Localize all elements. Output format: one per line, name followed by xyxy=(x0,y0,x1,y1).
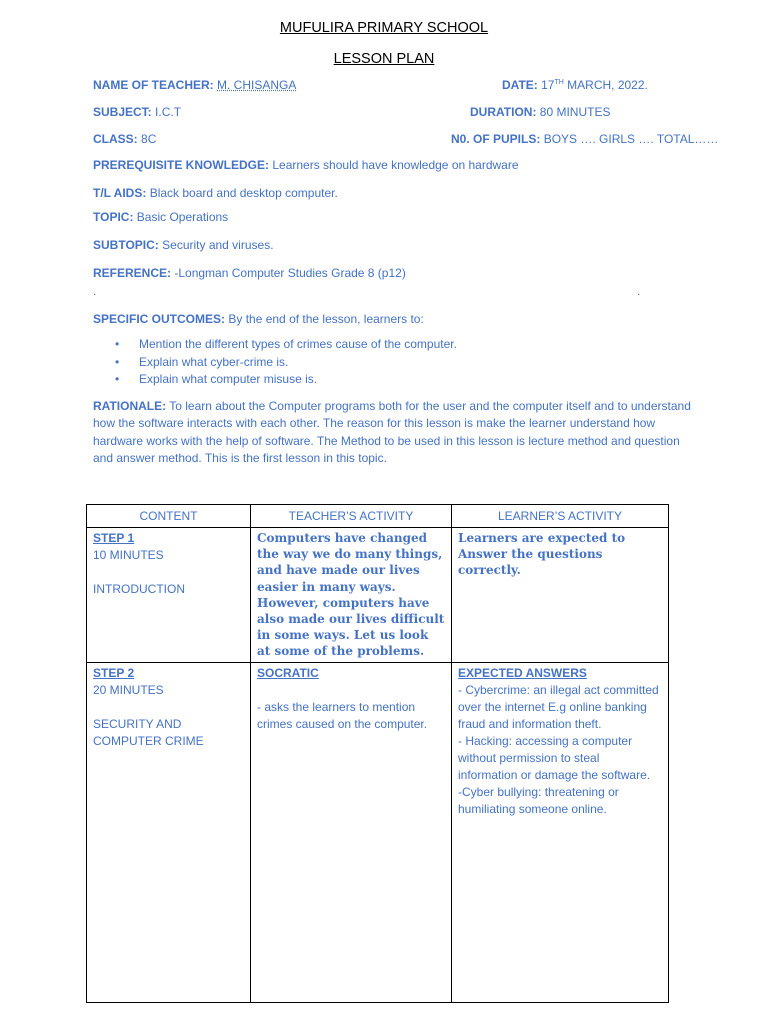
date-rest: MARCH, 2022. xyxy=(563,78,648,92)
class-value: 8C xyxy=(141,132,157,146)
subject-value: I.C.T xyxy=(155,105,182,119)
list-item: • Explain what computer misuse is. xyxy=(93,371,457,389)
answer-cybercrime: - Cybercrime: an illegal act committed over the internet E.g online banking fraud and information theft. xyxy=(458,682,659,731)
step1-teacher-text: Computers have changed the way we do many things, and have made our lives easier in many ways. However, computers have also made our lives difficult in some ways. Let us look at some of the problems. xyxy=(257,531,445,659)
step2-teacher-title: SOCRATIC xyxy=(257,665,319,680)
teacher-name: M. CHISANGA xyxy=(217,78,297,92)
aids-value: Black board and desktop computer. xyxy=(149,186,338,200)
pupils-label: N0. OF PUPILS: xyxy=(451,132,541,146)
pupils-value: BOYS …. GIRLS …. TOTAL…… xyxy=(543,132,719,146)
teacher-label: NAME OF TEACHER: xyxy=(93,78,214,92)
step1-minutes: 10 MINUTES xyxy=(93,548,164,562)
step2-teacher-text: - asks the learners to mention crimes caused on the computer. xyxy=(257,699,428,731)
step1-teacher-cell xyxy=(251,528,452,663)
outcomes-label: SPECIFIC OUTCOMES: xyxy=(93,312,226,326)
subtopic-row xyxy=(93,238,274,252)
teacher-row xyxy=(93,78,296,92)
dot-right: . xyxy=(637,284,641,298)
lesson-table xyxy=(86,504,669,1003)
reference-row xyxy=(93,266,406,280)
step1-label: STEP 1 xyxy=(93,531,135,545)
step1-learner-cell xyxy=(452,528,669,663)
aids-row xyxy=(93,186,338,200)
duration-label: DURATION: xyxy=(470,105,537,119)
school-name: MUFULIRA PRIMARY SCHOOL xyxy=(279,20,489,36)
step2-heading-line1: SECURITY AND xyxy=(93,716,182,731)
class-row xyxy=(93,132,156,146)
answer-cyber-bullying: -Cyber bullying: threatening or humiliating someone online. xyxy=(458,784,619,816)
duration-value: 80 MINUTES xyxy=(539,105,611,119)
list-item: • Mention the different types of crimes cause of the computer. xyxy=(93,336,457,354)
topic-row xyxy=(93,210,228,224)
table-header-row xyxy=(87,505,669,528)
date-day: 17 xyxy=(541,78,555,92)
dot-left: . xyxy=(93,284,97,298)
step2-learner-cell xyxy=(452,662,669,1002)
prereq-value: Learners should have knowledge on hardware xyxy=(272,158,519,172)
step2-content-cell xyxy=(87,662,251,1002)
header-learner-activity: LEARNER’S ACTIVITY xyxy=(452,505,669,528)
subject-label: SUBJECT: xyxy=(93,105,152,119)
outcomes-intro: By the end of the lesson, learners to: xyxy=(228,312,424,326)
reference-value: -Longman Computer Studies Grade 8 (p12) xyxy=(174,266,406,280)
step1-heading: INTRODUCTION xyxy=(93,582,185,596)
list-item: • Explain what cyber-crime is. xyxy=(93,354,457,372)
topic-value: Basic Operations xyxy=(136,210,229,224)
header-content: CONTENT xyxy=(87,505,251,528)
date-row xyxy=(502,78,648,92)
header-teacher-activity: TEACHER’S ACTIVITY xyxy=(251,505,452,528)
topic-label: TOPIC: xyxy=(93,210,134,224)
answer-hacking: - Hacking: accessing a computer without permission to steal information or damage the software. xyxy=(458,733,651,782)
step2-learner-title: EXPECTED ANSWERS xyxy=(458,665,587,680)
step2-minutes: 20 MINUTES xyxy=(93,682,164,697)
rationale-text: To learn about the Computer programs both for the user and the computer itself and to understand how the software interacts with each other. The reason for this lesson is make the learner understand how hardware works with the help of software. The Method to be used in this lesson is lecture method and question and answer method. This is the first lesson in this topic. xyxy=(93,399,691,466)
rationale-paragraph xyxy=(93,398,693,468)
pupils-row xyxy=(451,132,718,146)
outcomes-row xyxy=(93,312,424,326)
step2-teacher-cell xyxy=(251,662,452,1002)
rationale-label: RATIONALE: xyxy=(93,399,167,413)
date-label: DATE: xyxy=(502,78,538,92)
table-row xyxy=(87,662,669,1002)
prereq-row xyxy=(93,158,519,172)
step2-label: STEP 2 xyxy=(93,665,135,680)
subtopic-label: SUBTOPIC: xyxy=(93,238,159,252)
table-row xyxy=(87,528,669,663)
prereq-label: PREREQUISITE KNOWLEDGE: xyxy=(93,158,270,172)
step1-learner-text: Learners are expected to Answer the questions correctly. xyxy=(458,531,626,578)
duration-row xyxy=(470,105,610,119)
document-title: LESSON PLAN xyxy=(333,51,435,67)
step2-heading-line2: COMPUTER CRIME xyxy=(93,733,204,748)
reference-label: REFERENCE: xyxy=(93,266,172,280)
outcomes-list xyxy=(93,336,457,389)
aids-label: T/L AIDS: xyxy=(93,186,147,200)
step1-content-cell xyxy=(87,528,251,663)
subtopic-value: Security and viruses. xyxy=(162,238,274,252)
class-label: CLASS: xyxy=(93,132,138,146)
date-suffix: TH xyxy=(554,79,564,86)
subject-row xyxy=(93,105,181,119)
